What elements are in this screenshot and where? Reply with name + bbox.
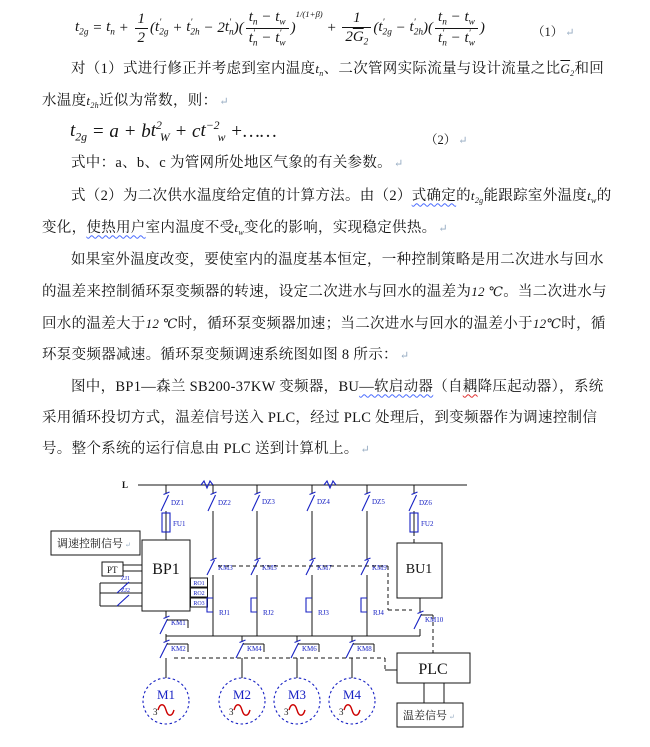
equation-1 <box>42 8 614 49</box>
rj2-label: RJ2 <box>263 608 274 617</box>
motor-m2-phase: 3 <box>229 706 234 717</box>
rj3-label: RJ3 <box>318 608 329 617</box>
breaker-dz1-label: DZ1 <box>171 498 184 507</box>
relay-outputs <box>191 578 208 607</box>
line-L-label: L <box>122 479 129 490</box>
equation-2-number <box>425 130 467 148</box>
km6-label: KM6 <box>302 644 317 653</box>
pt-label: PT <box>107 564 118 575</box>
breaker-dz6 <box>409 495 417 511</box>
contact-km10 <box>414 614 422 629</box>
contact-km1-branch <box>160 611 188 636</box>
paragraph-figure-description: 图中，BP1—森兰 SB200-37KW 变频器，BU—软启动器（自耦降压起动器），系统采用循环投切方式，温差信号送入 PLC，经过 PLC 处理后，到变频器作为调速控制信号。整个系统的运行信息由 PLC 送到计算机上。 ↵ <box>42 378 604 457</box>
zj2-label: ZJ2 <box>121 587 130 594</box>
power-line-L <box>122 480 467 490</box>
bu1-label: BU1 <box>405 561 433 577</box>
breaker-dz1 <box>161 495 169 511</box>
contact-km9 <box>361 560 369 575</box>
paragraph-method: 式（2）为二次供水温度给定值的计算方法。由（2）式确定的$t_{2g}$能跟踪室外温度$t_w$的变化，使热用户室内温度不受$t_w$变化的影响，实现稳定供热。 ↵ <box>42 187 612 237</box>
inverter-bp1 <box>142 540 190 611</box>
ac-wave-icon <box>289 704 305 715</box>
equation-2-body: $t_{2g}$ = a + b $t^2_W$ + c $t^{-2}_w$ +…… <box>70 119 277 144</box>
motor-m3-phase: 3 <box>284 706 289 717</box>
km1-label: KM1 <box>171 618 186 627</box>
ac-wave-icon <box>158 704 174 715</box>
fuses <box>162 511 434 543</box>
thermal-relay-rj2 <box>251 598 257 612</box>
ro2-label: RO2 <box>193 590 205 597</box>
motor-m4-phase: 3 <box>339 706 344 717</box>
breakers <box>161 485 432 511</box>
equation-2 <box>42 119 614 148</box>
motor-m4-label: M4 <box>342 686 362 702</box>
contact-km5 <box>251 560 259 575</box>
breaker-dz4-label: DZ4 <box>317 497 330 506</box>
paragraph-mark: ↵ <box>125 540 131 549</box>
speed-signal-text: 调速控制信号 <box>57 537 123 550</box>
fuse-fu2-label: FU2 <box>421 519 434 528</box>
breaker-dz3 <box>252 495 260 511</box>
zj1-label: ZJ1 <box>121 575 130 582</box>
rj1-label: RJ1 <box>219 608 230 617</box>
breaker-dz4 <box>307 495 315 511</box>
motor-m2-label: M2 <box>232 686 252 702</box>
contact-km7 <box>306 560 314 575</box>
paragraph-correction: 对（1）式进行修正并考虑到室内温度$t_n$、二次管网实际流量与设计流量之比$\overline{G}_2$和回水温度$t_{2h}$近似为常数，则： ↵ <box>42 61 605 111</box>
motor-m1-phase: 3 <box>153 706 158 717</box>
paragraph-mark: ↵ <box>449 712 455 721</box>
contact-km1 <box>160 619 168 634</box>
motor-m1-label: M1 <box>156 686 176 702</box>
motor-m3-label: M3 <box>287 686 307 702</box>
breaker-dz3-label: DZ3 <box>262 497 275 506</box>
breaker-dz5 <box>362 495 370 511</box>
contact-km8 <box>346 643 354 658</box>
breaker-dz2-label: DZ2 <box>218 498 231 507</box>
paragraph-mark: ↵ <box>458 135 468 148</box>
km7-label: KM7 <box>317 563 332 572</box>
contact-km6 <box>291 643 299 658</box>
paragraph-mark: ↵ <box>565 27 575 39</box>
contact-km2 <box>160 643 168 658</box>
contact-zj2 <box>117 595 129 606</box>
zj-contacts <box>100 576 142 606</box>
paragraph-parameters: 式中：a、b、c 为管网所处地区气象的有关参数。 ↵ <box>71 154 404 171</box>
breaker-dz6-label: DZ6 <box>419 498 432 507</box>
equation-number-text: （1） <box>532 25 564 39</box>
km8-label: KM8 <box>357 644 372 653</box>
motor-branches <box>143 636 397 724</box>
ac-wave-icon <box>234 704 250 715</box>
pt-box <box>102 562 142 576</box>
km9-label: KM9 <box>372 563 387 572</box>
breaker-dz5-label: DZ5 <box>372 497 385 506</box>
ro1-label: RO1 <box>193 580 205 587</box>
circuit-diagram-svg <box>50 474 480 742</box>
speed-signal-box <box>51 531 140 555</box>
equation-number-text: （2） <box>425 133 457 148</box>
km2-label: KM2 <box>171 644 186 653</box>
thermal-relay-rj4 <box>361 598 367 612</box>
equation-1-number <box>532 22 574 40</box>
thermal-relay-rj3 <box>306 598 312 612</box>
rj4-label: RJ4 <box>373 608 384 617</box>
feeder-branches <box>207 511 412 636</box>
temp-signal-text: 温差信号 <box>403 709 447 722</box>
fuse-fu1-label: FU1 <box>173 519 186 528</box>
temp-signal-box <box>397 703 463 727</box>
temp-signal-label <box>403 708 455 722</box>
bp1-label: BP1 <box>152 560 180 578</box>
km3-label: KM3 <box>218 563 233 572</box>
km10-label: KM10 <box>425 615 444 624</box>
km5-label: KM5 <box>262 563 277 572</box>
contact-km4 <box>236 643 244 658</box>
ac-wave-icon <box>344 704 360 715</box>
paragraph-control-strategy: 如果室外温度改变，要使室内的温度基本恒定，一种控制策略是用二次进水与回水的温差来控制循环泵变频器的转速，设定二次进水与回水的温差为12 ℃。当二次进水与回水的温差大于12 ℃时，循环泵变频器加速；当二次进水与回水的温差小于12℃时，循环泵变频器减速。循环泵变频调速系统图如图 8 所示： ↵ <box>42 251 607 363</box>
figure-8-circuit-diagram <box>50 474 614 747</box>
breaker-dz2 <box>208 495 216 511</box>
contact-km3 <box>207 560 215 575</box>
km4-label: KM4 <box>247 644 262 653</box>
plc-label: PLC <box>418 660 448 678</box>
equation-1-body: $t_{2g}$ = $t_n$ + $\frac{1}{2}$ ( $t'_{2g}$ + $t'_{2h}$ − 2 $t'_n$ )( $\frac{t_n - t_w}{t'_n - t'_w}$ ) 1/(1+β) + $\frac{1}{2\overline{G}_2}$ ( $t'_{2g}$ − $t'_{2h}$ )( $\frac{t_n - t_w}{t'_n - t'_w}$ ) <box>75 9 485 49</box>
plc-box <box>397 653 470 703</box>
ro3-label: RO3 <box>193 600 205 607</box>
speed-signal-label <box>57 536 131 550</box>
